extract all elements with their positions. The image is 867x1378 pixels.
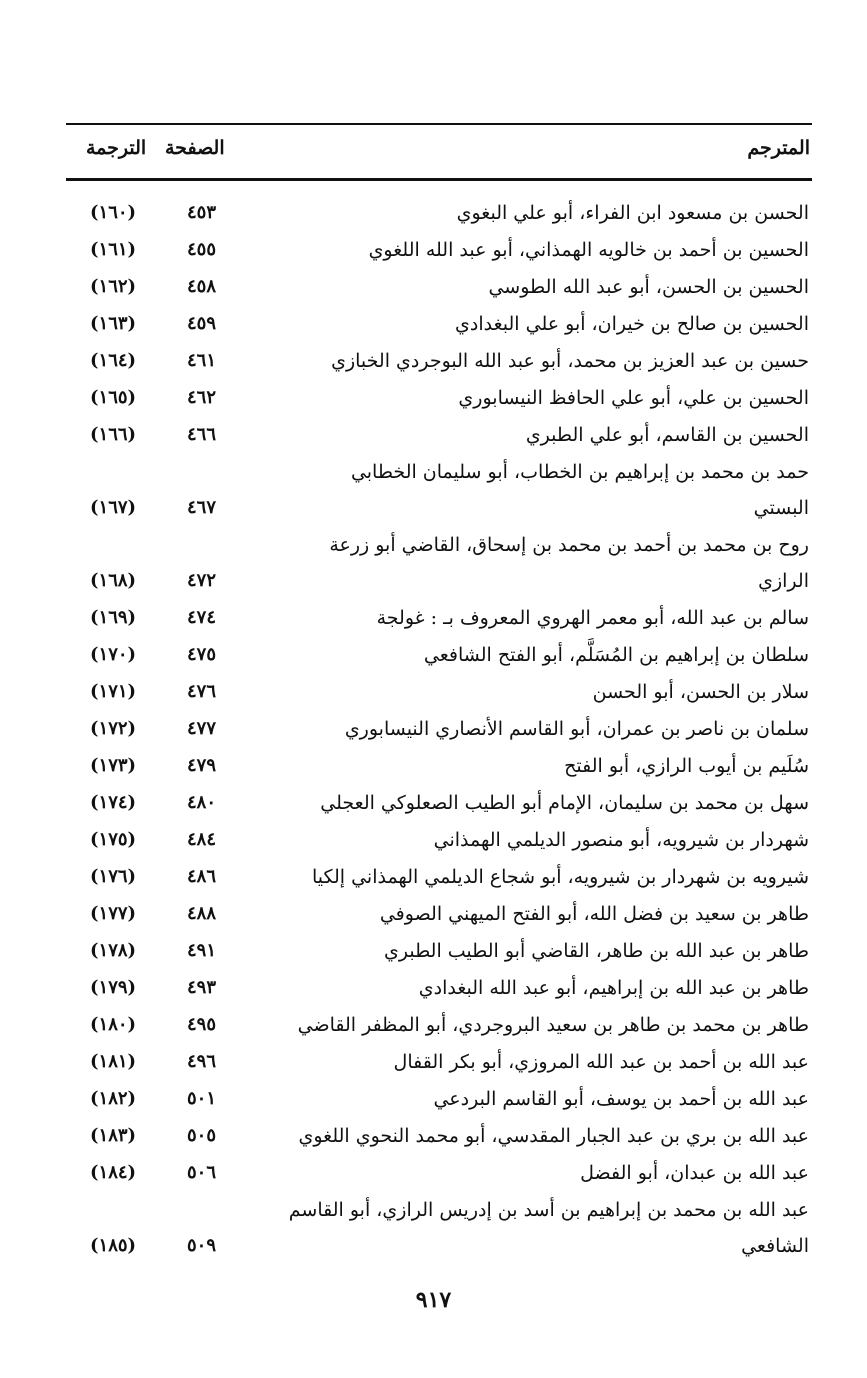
entry-name-line: عبد الله بن أحمد بن عبد الله المروزي، أبو بكر القفال (393, 1051, 809, 1073)
entry-name-line: عبد الله بن بري بن عبد الجبار المقدسي، أبو محمد النحوي اللغوي (298, 1125, 809, 1147)
entry-number: (١٦٩) (90, 607, 137, 628)
entry-number: (١٨٠) (90, 1014, 137, 1035)
entry-page: ٤٩٣ (187, 977, 217, 998)
entry-name-line: الحسن بن مسعود ابن الفراء، أبو علي البغوي (456, 202, 809, 224)
entry-page: ٥٠٥ (187, 1125, 217, 1146)
entry-name-line: طاهر بن سعيد بن فضل الله، أبو الفتح الميهني الصوفي (379, 903, 809, 925)
entry-name-line: سلمان بن ناصر بن عمران، أبو القاسم الأنصاري النيسابوري (344, 718, 809, 740)
page-number: ٩١٧ (415, 1287, 452, 1313)
entry-number: (١٦١) (90, 239, 137, 260)
entry-name (274, 785, 809, 821)
entry-name-line: الحسين بن صالح بن خيران، أبو علي البغدادي (455, 313, 809, 335)
entry-number: (١٧٧) (90, 903, 137, 924)
entry-name-line: الحسين بن القاسم، أبو علي الطبري (525, 424, 809, 446)
table-row (0, 748, 867, 785)
table-row (0, 343, 867, 380)
top-rule (66, 123, 812, 125)
entry-name-line: حمد بن محمد بن إبراهيم بن الخطاب، أبو سليمان الخطابي (350, 461, 809, 483)
entry-page: ٤٦٢ (187, 387, 217, 408)
entry-page: ٤٨٤ (187, 829, 217, 850)
entry-number: (١٧٠) (90, 644, 137, 665)
entry-number: (١٧٥) (90, 829, 137, 850)
entry-page: ٤٩٥ (187, 1014, 217, 1035)
entry-name-line: الرازي (758, 570, 809, 592)
entry-number: (١٦٧) (90, 497, 137, 518)
entry-name-line: سهل بن محمد بن سليمان، الإمام أبو الطيب الصعلوكي العجلي (320, 792, 809, 814)
entry-name (274, 674, 809, 710)
entry-name (274, 1007, 809, 1043)
entry-name-line: شهردار بن شيرويه، أبو منصور الديلمي الهمذاني (433, 829, 809, 851)
entry-name-line: الحسين بن أحمد بن خالويه الهمذاني، أبو عبد الله اللغوي (368, 239, 809, 261)
header-name: المترجم (747, 137, 810, 159)
entry-name-line: الحسين بن علي، أبو علي الحافظ النيسابوري (458, 387, 809, 409)
table-row (0, 306, 867, 343)
entry-name (274, 380, 809, 416)
entry-number: (١٦٥) (90, 387, 137, 408)
entry-page: ٤٧٩ (187, 755, 217, 776)
entry-page: ٤٧٥ (187, 644, 217, 665)
entry-page: ٤٧٤ (187, 607, 217, 628)
entry-name-line: سالم بن عبد الله، أبو معمر الهروي المعروف بـ : غولجة (376, 607, 809, 629)
entry-page: ٤٥٣ (187, 202, 217, 223)
entry-number: (١٦٢) (90, 276, 137, 297)
entry-number: (١٦٣) (90, 313, 137, 334)
entry-name-line: حسين بن عبد العزيز بن محمد، أبو عبد الله البوجردي الخبازي (331, 350, 809, 372)
table-row (0, 232, 867, 269)
entry-name (274, 822, 809, 858)
entry-number: (١٨٤) (90, 1162, 137, 1183)
entry-page: ٥٠١ (187, 1088, 217, 1109)
entry-page: ٤٧٢ (187, 570, 217, 591)
table-row (0, 269, 867, 306)
table-row (0, 417, 867, 454)
entry-name (274, 933, 809, 969)
entry-name (274, 748, 809, 784)
entry-number: (١٨١) (90, 1051, 137, 1072)
table-row (0, 1044, 867, 1081)
entry-page: ٥٠٦ (187, 1162, 217, 1183)
entry-name (274, 711, 809, 747)
table-row (0, 1118, 867, 1155)
entry-number: (١٦٨) (90, 570, 137, 591)
entry-number: (١٦٤) (90, 350, 137, 371)
entry-name (274, 527, 809, 599)
entry-name (274, 195, 809, 231)
entry-name-line: شيرويه بن شهردار بن شيرويه، أبو شجاع الديلمي الهمذاني إلكيا (311, 866, 809, 888)
entry-name (274, 896, 809, 932)
entry-page: ٤٥٩ (187, 313, 217, 334)
entry-page: ٤٨٦ (187, 866, 217, 887)
entry-name (274, 1081, 809, 1117)
table-row (0, 380, 867, 417)
entry-page: ٤٦١ (187, 350, 217, 371)
table-row (0, 674, 867, 711)
table-row (0, 970, 867, 1007)
entry-number: (١٧٨) (90, 940, 137, 961)
entry-number: (١٧٩) (90, 977, 137, 998)
entry-page: ٤٩٦ (187, 1051, 217, 1072)
header-tarjama: الترجمة (86, 137, 147, 159)
entry-page: ٤٥٥ (187, 239, 217, 260)
index-table (0, 195, 867, 1265)
entry-name (274, 343, 809, 379)
entry-page: ٤٨٠ (187, 792, 217, 813)
entry-name-line: عبد الله بن أحمد بن يوسف، أبو القاسم البردعي (433, 1088, 809, 1110)
entry-page: ٥٠٩ (187, 1235, 217, 1256)
entry-number: (١٦٦) (90, 424, 137, 445)
entry-name-line: عبد الله بن عبدان، أبو الفضل (580, 1162, 809, 1184)
table-row (0, 896, 867, 933)
entry-name-line: الحسين بن الحسن، أبو عبد الله الطوسي (488, 276, 809, 298)
entry-number: (١٧٤) (90, 792, 137, 813)
entry-page: ٤٩١ (187, 940, 217, 961)
entry-name (274, 417, 809, 453)
header-rule (66, 178, 812, 181)
entry-number: (١٨٥) (90, 1235, 137, 1256)
entry-number: (١٧٦) (90, 866, 137, 887)
entry-number: (١٧١) (90, 681, 137, 702)
table-row (0, 454, 867, 527)
entry-name (274, 970, 809, 1006)
entry-name (274, 1118, 809, 1154)
table-row (0, 711, 867, 748)
entry-page: ٤٧٧ (187, 718, 217, 739)
entry-name (274, 1044, 809, 1080)
entry-name-line: طاهر بن محمد بن طاهر بن سعيد البروجردي، أبو المظفر القاضي (297, 1014, 809, 1036)
entry-page: ٤٦٦ (187, 424, 217, 445)
entry-name-line: سلطان بن إبراهيم بن المُسَلَّم، أبو الفتح الشافعي (423, 644, 809, 666)
table-row (0, 600, 867, 637)
header-page: الصفحة (165, 137, 225, 159)
entry-number: (١٧٢) (90, 718, 137, 739)
table-row (0, 785, 867, 822)
entry-name (274, 306, 809, 342)
entry-name-line: عبد الله بن محمد بن إبراهيم بن أسد بن إدريس الرازي، أبو القاسم (288, 1199, 809, 1221)
table-row (0, 637, 867, 674)
table-row (0, 1155, 867, 1192)
entry-name (274, 232, 809, 268)
entry-name-line: روح بن محمد بن أحمد بن محمد بن إسحاق، القاضي أبو زرعة (329, 534, 809, 556)
entry-name-line: سُلَيم بن أيوب الرازي، أبو الفتح (564, 755, 809, 777)
table-row (0, 933, 867, 970)
table-row (0, 1192, 867, 1265)
entry-number: (١٦٠) (90, 202, 137, 223)
entry-page: ٤٦٧ (187, 497, 217, 518)
entry-name (274, 1192, 809, 1264)
entry-number: (١٧٣) (90, 755, 137, 776)
entry-name-line: البستي (753, 497, 809, 519)
entry-name-line: الشافعي (741, 1235, 809, 1257)
entry-number: (١٨٣) (90, 1125, 137, 1146)
entry-name (274, 859, 809, 895)
entry-name-line: طاهر بن عبد الله بن طاهر، القاضي أبو الطيب الطبري (383, 940, 809, 962)
entry-name (274, 1155, 809, 1191)
entry-name (274, 637, 809, 673)
table-row (0, 195, 867, 232)
table-row (0, 859, 867, 896)
entry-name (274, 269, 809, 305)
table-row (0, 822, 867, 859)
entry-name-line: سلار بن الحسن، أبو الحسن (592, 681, 809, 703)
entry-page: ٤٨٨ (187, 903, 217, 924)
entry-name-line: طاهر بن عبد الله بن إبراهيم، أبو عبد الله البغدادي (418, 977, 809, 999)
entry-page: ٤٧٦ (187, 681, 217, 702)
table-row (0, 1007, 867, 1044)
entry-page: ٤٥٨ (187, 276, 217, 297)
entry-name (274, 600, 809, 636)
table-row (0, 1081, 867, 1118)
table-row (0, 527, 867, 600)
entry-number: (١٨٢) (90, 1088, 137, 1109)
entry-name (274, 454, 809, 526)
